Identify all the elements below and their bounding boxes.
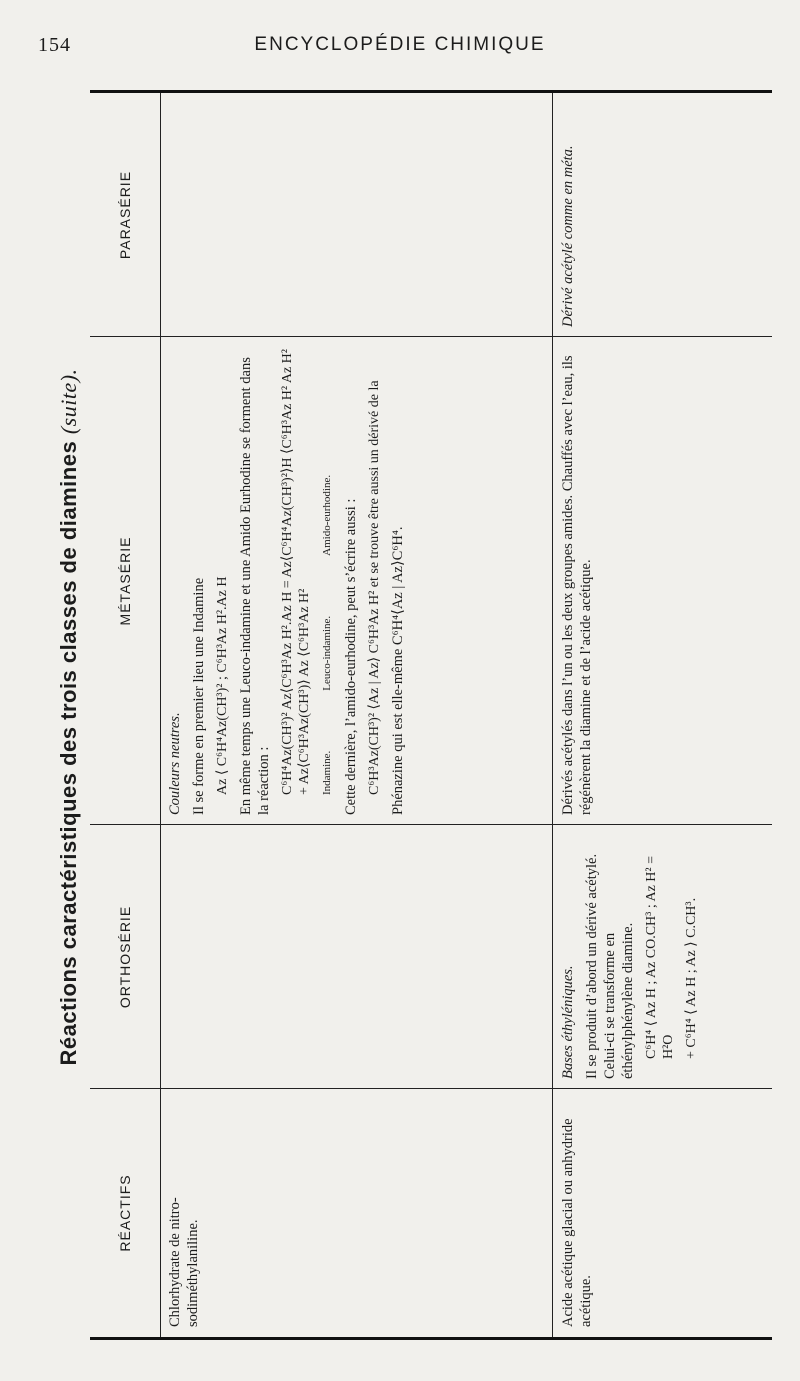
meta-phenazine: Phénazine qui est elle-même C⁶H⁴⟨Az | Az⟩C⁶H⁴. (390, 526, 406, 815)
meta-intro: Couleurs neutres. (167, 712, 183, 815)
meta-para2: En même temps une Leuco-indamine et une Amido Eurhodine se forment dans la réaction : (238, 357, 272, 815)
formula-eurhodine: C⁶H³Az(CH³)² ⟨Az | Az⟩ C⁶H³Az H² et se trouve être aussi un dérivé de la (367, 380, 382, 795)
formula-reaction: C⁶H⁴Az(CH³)² Az⟨C⁶H³Az H².Az H = Az⟨C⁶H⁴Az(CH³)²⟩H ⟨C⁶H³Az H² Az H² + Az⟨C⁶H³Az(CH³)⟩ Az ⟨C⁶H³Az H² (280, 349, 312, 795)
row2-reactif (553, 1089, 772, 1337)
label-indamine: Indamine. (321, 750, 333, 795)
column-header-metaserie: MÉTASÉRIE (117, 536, 133, 626)
table-title-suffix: (suite). (56, 368, 81, 435)
meta-para3: Cette dernière, l’amido-eurhodine, peut s’écrire aussi : (343, 498, 359, 815)
rotated-table-block (56, 94, 776, 1340)
formula-labels (319, 347, 336, 795)
para-text: Dérivé acétylé comme en méta. (560, 145, 576, 327)
label-amido-eurhodine: Amido-eurhodine. (321, 474, 333, 556)
formula-ortho-2: + C⁶H⁴ ⟨ Az H ; Az ⟩ C.CH³. (684, 897, 699, 1059)
row2-paraserie (553, 93, 772, 337)
formula-ortho-1: C⁶H⁴ ⟨ Az H ; Az CO.CH³ ; Az H² = H²O (644, 855, 676, 1059)
row2-metaserie (553, 337, 772, 825)
column-header-reactifs: RÉACTIFS (117, 1174, 133, 1252)
table-title (56, 94, 90, 1340)
formula-indamine: Az ⟨ C⁶H⁴Az(CH³)² ; C⁶H³Az H².Az H (215, 576, 230, 795)
table-title-text: Réactions caractéristiques des trois classes de diamines (56, 440, 81, 1066)
column-header-orthoserie: ORTHOSÉRIE (117, 905, 133, 1009)
meta-line1: Il se forme en premier lieu une Indamine (191, 577, 207, 815)
table-header-row (90, 93, 161, 1337)
running-title: ENCYCLOPÉDIE CHIMIQUE (254, 34, 546, 55)
meta-text: Dérivés acétylés dans l’un ou les deux groupes amides. Chauffés avec l’eau, ils régénèrent la diamine et de l’acide acétique. (560, 355, 594, 815)
label-leuco-indamine: Leuco-indamine. (321, 615, 333, 691)
ortho-intro: Bases éthyléniques. (560, 965, 576, 1079)
row2-orthoserie (553, 825, 772, 1089)
ortho-text: Il se produit d’abord un dérivé acétylé. Celui-ci se transforme en éthénylphénylène diamine. (584, 853, 636, 1079)
reaction-table (90, 90, 772, 1340)
reactif-text: Acide acétique glacial ou anhydride acétique. (560, 1118, 594, 1327)
column-header-paraserie: PARASÉRIE (117, 170, 133, 260)
page-number: 154 (38, 34, 71, 56)
row1-reactif (160, 1089, 552, 1337)
row1-metaserie (160, 337, 552, 825)
reactif-text: Chlorhydrate de nitro-sodiméthylaniline. (167, 1197, 201, 1327)
